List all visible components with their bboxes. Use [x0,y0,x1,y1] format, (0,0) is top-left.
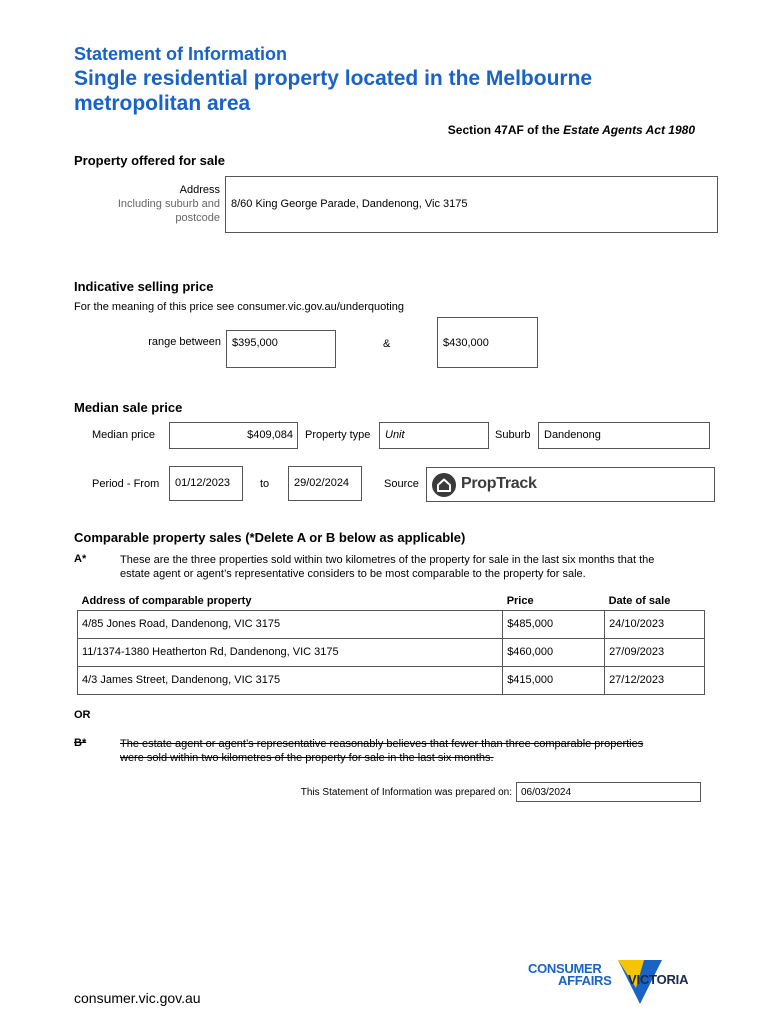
period-from-field[interactable]: 01/12/2023 [169,466,243,501]
document-title-line-1: Single residential property located in the Melbourne [74,67,593,90]
source-field[interactable] [426,467,715,502]
prepared-on-label: This Statement of Information was prepared on: [300,787,512,798]
comparable-address-cell[interactable]: 11/1374-1380 Heatherton Rd, Dandenong, VIC 3175 [78,638,503,666]
document-title-line-2: metropolitan area [74,92,251,115]
table-row [78,610,705,638]
document-subtitle: Statement of Information [74,44,288,64]
comparable-address-cell[interactable]: 4/3 James Street, Dandenong, VIC 3175 [78,666,503,694]
suburb-field[interactable]: Dandenong [538,422,710,449]
section-reference-text: Section 47AF of the [447,123,564,137]
comparable-price-cell[interactable]: $485,000 [503,610,605,638]
price-high-field[interactable]: $430,000 [437,317,538,368]
comparable-price-cell[interactable]: $415,000 [503,666,605,694]
proptrack-logo-text: PropTrack [461,475,537,492]
property-type-field[interactable]: Unit [379,422,489,449]
comparable-heading: Comparable property sales (*Delete A or B below as applicable) [74,530,466,545]
address-field[interactable]: 8/60 King George Parade, Dandenong, Vic 3175 [225,176,718,233]
comparable-address-cell[interactable]: 4/85 Jones Road, Dandenong, VIC 3175 [78,610,503,638]
column-header-price: Price [506,594,534,607]
logo-victoria-text: VICTORIA [628,972,689,987]
price-low-field[interactable]: $395,000 [226,330,336,368]
prepared-date-field[interactable]: 06/03/2024 [516,782,701,802]
option-a-label: A* [74,553,87,565]
address-label-line-2: Including suburb and [117,198,220,210]
footer-url[interactable]: consumer.vic.gov.au [74,990,201,1006]
median-price-field[interactable]: $409,084 [169,422,298,449]
comparable-sales-table [77,592,705,695]
consumer-affairs-victoria-logo [528,960,703,1008]
option-a-text-line-1: These are the three properties sold within two kilometres of the property for sale in the last six months that the [120,554,655,566]
option-b-text-line-2: were sold within two kilometres of the property for sale in the last six months. [120,752,494,764]
option-a-text [120,553,710,581]
address-label-line-3: postcode [175,212,220,224]
logo-affairs-text: AFFAIRS [558,973,612,988]
median-heading: Median sale price [74,400,183,415]
property-type-label: Property type [305,429,371,441]
option-b-label: B* [74,737,87,749]
period-from-label: Period - From [92,478,160,490]
act-name: Estate Agents Act 1980 [563,123,695,137]
suburb-label: Suburb [495,429,531,441]
address-label [74,183,220,225]
logo-consumer-text: CONSUMER [528,961,602,976]
range-label: range between [148,336,221,348]
indicative-heading: Indicative selling price [74,279,214,294]
or-label: OR [74,709,91,721]
property-heading: Property offered for sale [74,153,225,168]
table-row [78,638,705,666]
table-row [78,666,705,694]
option-a-text-line-2: estate agent or agent’s representative considers to be most comparable to the property for sale. [120,568,586,580]
indicative-note: For the meaning of this price see consumer.vic.gov.au/underquoting [74,301,404,313]
comparable-price-cell[interactable]: $460,000 [503,638,605,666]
option-b-text-line-1: The estate agent or agent’s representative reasonably believes that fewer than three comparable properties [120,738,644,750]
column-header-address: Address of comparable property [81,594,252,607]
section-reference [448,123,695,137]
column-header-date: Date of sale [608,594,671,607]
house-icon [432,473,456,497]
comparable-date-cell[interactable]: 24/10/2023 [605,610,705,638]
source-label: Source [384,478,419,490]
comparable-date-cell[interactable]: 27/09/2023 [605,638,705,666]
proptrack-logo-icon [432,473,456,497]
table-header-row [78,592,705,610]
period-to-label: to [260,478,270,490]
document-title [74,66,714,116]
comparable-date-cell[interactable]: 27/12/2023 [605,666,705,694]
median-price-label: Median price [92,429,155,441]
address-label-line-1: Address [179,184,220,196]
range-ampersand: & [383,338,391,350]
option-b-text [120,737,710,765]
period-to-field[interactable]: 29/02/2024 [288,466,362,501]
